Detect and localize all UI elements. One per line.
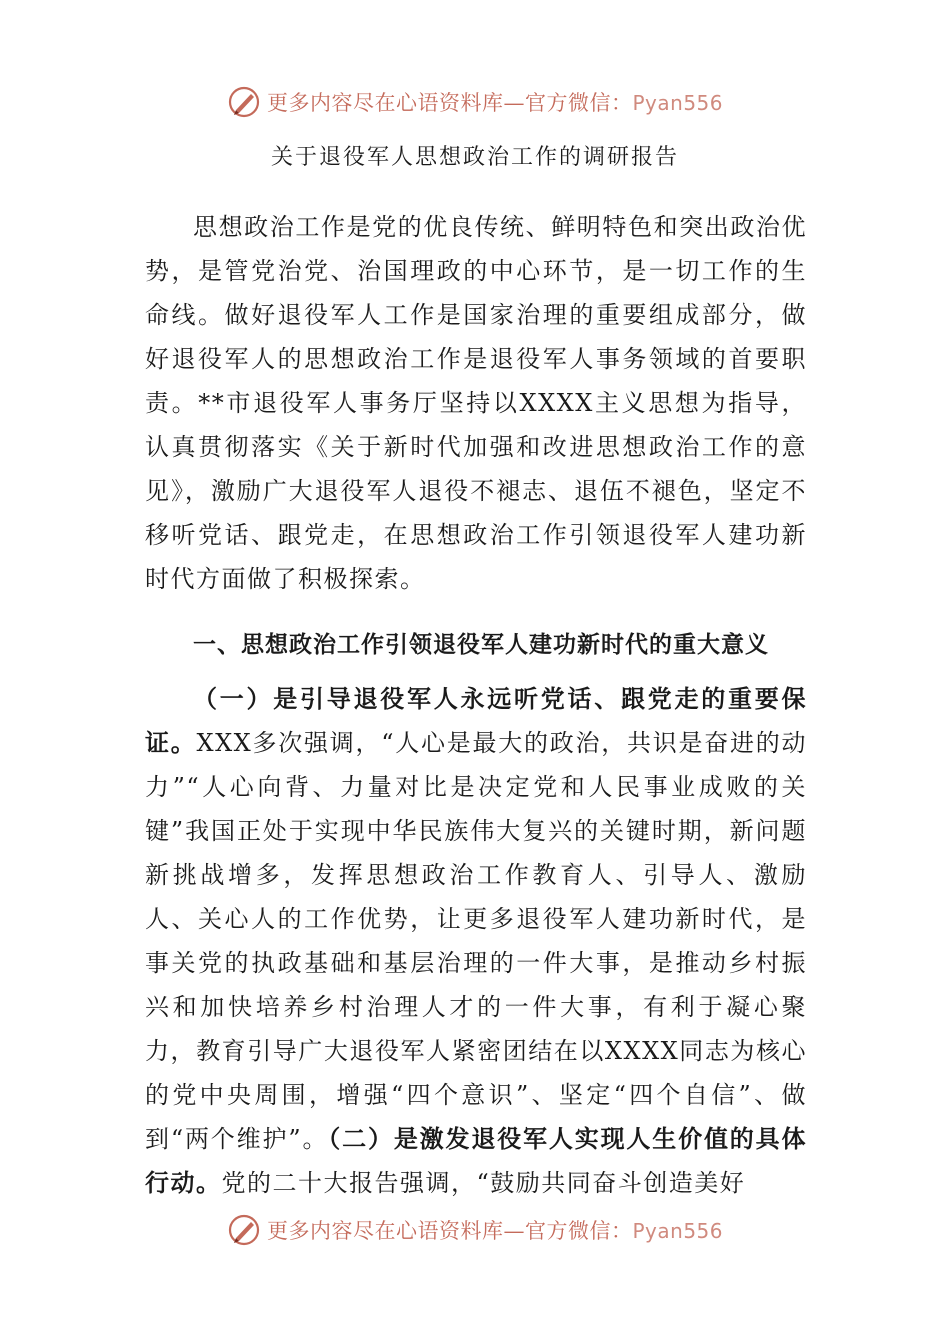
subsection-2-text: 党的二十大报告强调，“鼓励共同奋斗创造美好 <box>221 1169 746 1197</box>
watermark-footer <box>0 1210 950 1250</box>
subsection-1-text: XXX多次强调，“人心是最大的政治，共识是奋进的动力”“人心向背、力量对比是决定党和人民事业成败的关键”我国正处于实现中华民族伟大复兴的关键时期，新问题新挑战增多，发挥思想政治工作教育人、引导人、激励人、关心人的工作优势，让更多退役军人建功新时代，是事关党的执政基础和基层治理的一件大事，是推动乡村振兴和加快培养乡村治理人才的一件大事，有利于凝心聚力，教育引导广大退役军人紧密团结在以XXXX同志为核心的党中央周围，增强“四个意识”、坚定“四个自信”、做到“两个维护”。 <box>145 729 807 1153</box>
intro-paragraph: 思想政治工作是党的优良传统、鲜明特色和突出政治优势，是管党治党、治国理政的中心环节，是一切工作的生命线。做好退役军人工作是国家治理的重要组成部分，做好退役军人的思想政治工作是退役军人事务领域的首要职责。**市退役军人事务厅坚持以XXXX主义思想为指导，认真贯彻落实《关于新时代加强和改进思想政治工作的意见》，激励广大退役军人退役不褪志、退伍不褪色，坚定不移听党话、跟党走，在思想政治工作引领退役军人建功新时代方面做了积极探索。 <box>145 213 807 593</box>
subsection-2-heading: （二）是激发退役军人实现人生价值的具体行动。 <box>145 1125 807 1197</box>
watermark-text: 更多内容尽在心语资料库—官方微信：Pyan556 <box>266 91 723 115</box>
watermark-header <box>0 82 950 122</box>
watermark-text: 更多内容尽在心语资料库—官方微信：Pyan556 <box>266 1219 723 1243</box>
pen-logo-icon <box>227 85 261 119</box>
document-title: 关于退役军人思想政治工作的调研报告 <box>270 145 679 170</box>
subsection-1-heading: （一）是引导退役军人永远听党话、跟党走的重要保证。 <box>145 685 807 757</box>
section-1-paragraph <box>145 677 807 1205</box>
section-heading-1: 一、思想政治工作引领退役军人建功新时代的重大意义 <box>193 632 769 658</box>
document-body <box>145 205 807 1205</box>
pen-logo-icon <box>227 1213 261 1247</box>
